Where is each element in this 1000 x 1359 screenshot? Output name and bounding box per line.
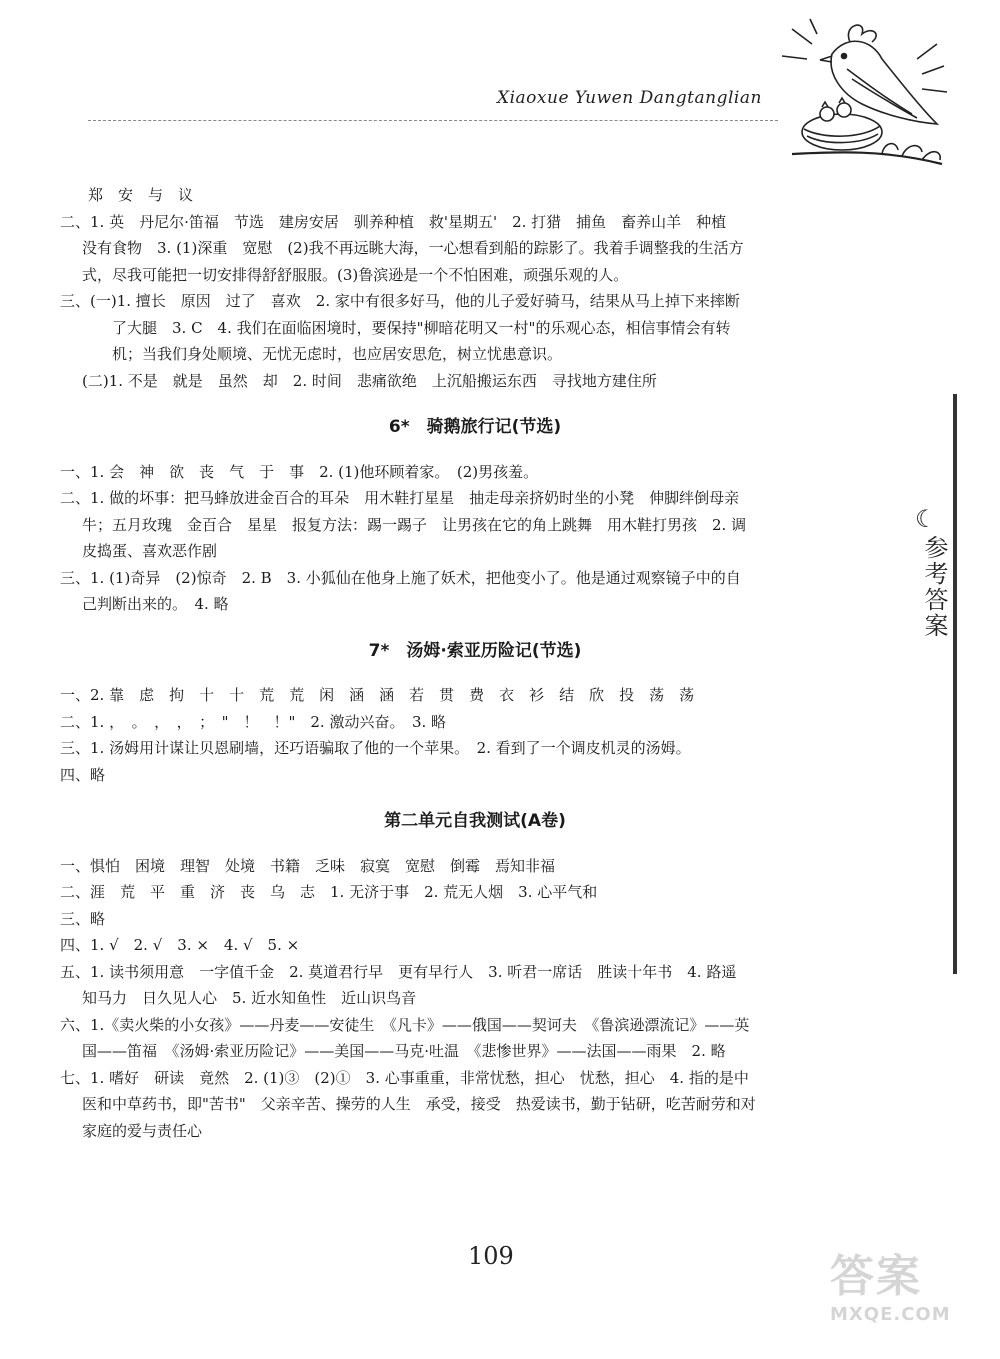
text-line: 一、2. 靠 虑 拘 十 十 荒 荒 闲 涵 涵 若 贯 费 衣 衫 结 欣 投 荡 荡 — [60, 686, 695, 704]
text-line: 四、1. √ 2. √ 3. × 4. √ 5. × — [60, 936, 300, 954]
header-divider — [88, 120, 778, 121]
text-line: 式，尽我可能把一切安排得舒舒服服。(3)鲁滨逊是一个不怕困难，顽强乐观的人。 — [82, 265, 629, 284]
section-title: 7* 汤姆·索亚历险记(节选) — [368, 640, 582, 661]
text-line: 机；当我们身处顺境、无忧无虑时，也应居安思危，树立忧患意识。 — [112, 345, 563, 363]
text-line: 六、1.《卖火柴的小女孩》——丹麦——安徒生 《凡卡》——俄国——契诃夫 《鲁滨逊漂流记》——英 — [60, 1015, 750, 1034]
text-line: 郑 安 与 议 — [88, 186, 194, 204]
text-line: 二、1. 做的坏事：把马蜂放进金百合的耳朵 用木鞋打星星 抽走母亲挤奶时坐的小凳 伸脚绊倒母亲 — [60, 489, 740, 507]
bird-nest-illustration — [772, 14, 952, 174]
text-line: 己判断出来的。 4. 略 — [82, 595, 229, 613]
text-line: 一、1. 会 神 欲 丧 气 于 事 2. (1)他环顾着家。 (2)男孩羞。 — [60, 462, 539, 481]
text-line: 医和中草药书，即"苦书" 父亲辛苦、操劳的人生 承受，接受 热爱读书，勤于钻研，吃苦耐劳和对 — [82, 1095, 756, 1113]
text-line: 三、略 — [60, 909, 106, 928]
text-line: 三、(一)1. 擅长 原因 过了 喜欢 2. 家中有很多好马，他的儿子爱好骑马，结果从马上掉下来摔断 — [60, 292, 740, 310]
top-block — [60, 182, 890, 394]
text-line: 一、惧怕 困境 理智 处境 书籍 乏味 寂寞 宽慰 倒霉 焉知非福 — [60, 856, 556, 875]
section-7-block — [60, 682, 890, 788]
text-line: 知马力 日久见人心 5. 近水知鱼性 近山识鸟音 — [82, 989, 417, 1007]
text-line: 七、1. 嗜好 研读 竟然 2. (1)③ (2)① 3. 心事重重，非常忧愁，担心 忧愁，担心 4. 指的是中 — [60, 1068, 749, 1087]
text-line: 牛；五月玫瑰 金百合 星星 报复方法：踢一踢子 让男孩在它的角上跳舞 用木鞋打男孩 2. 调 — [82, 515, 747, 534]
text-line: 二、涯 荒 平 重 济 丧 乌 志 1. 无济于事 2. 荒无人烟 3. 心平气和 — [60, 883, 598, 901]
answer-content — [60, 182, 890, 1144]
text-line: 三、1. 汤姆用计谋让贝恩刷墙，还巧语骗取了他的一个苹果。 2. 看到了一个调皮机灵的汤姆。 — [60, 739, 691, 757]
text-line: 二、1. ， 。 ， ， ； " ！ ！" 2. 激动兴奋。 3. 略 — [60, 712, 447, 731]
side-divider — [953, 394, 957, 974]
side-label: 参考答案 — [920, 535, 948, 639]
section-title: 第二单元自我测试(A卷) — [384, 811, 566, 831]
text-line: 五、1. 读书须用意 一字值千金 2. 莫道君行早 更有早行人 3. 听君一席话 胜读十年书 4. 路遥 — [60, 962, 737, 981]
text-line: 四、略 — [60, 765, 106, 784]
header-title: Xiaoxue Yuwen Dangtanglian — [497, 88, 762, 108]
watermark-logo: 答案 — [830, 1251, 922, 1302]
section-6-block — [60, 459, 890, 618]
text-line: 国——笛福 《汤姆·索亚历险记》——美国——马克·吐温 《悲惨世界》——法国——雨果 2. 略 — [82, 1042, 726, 1060]
unit-test-block — [60, 853, 890, 1145]
text-line: 家庭的爱与责任心 — [82, 1121, 203, 1140]
text-line: 没有食物 3. (1)深重 宽慰 (2)我不再远眺大海，一心想看到船的踪影了。我着手调整我的生活方 — [82, 239, 744, 257]
text-line: 了大腿 3. C 4. 我们在面临困境时，要保持"柳暗花明又一村"的乐观心态，相信事情会有转 — [112, 318, 731, 337]
watermark — [830, 1240, 990, 1350]
text-line: 二、1. 英 丹尼尔·笛福 节选 建房安居 驯养种植 救'星期五' 2. 打猎 捕鱼 畜养山羊 种植 — [60, 212, 727, 231]
page-number: 109 — [468, 1242, 514, 1270]
section-title: 6* 骑鹅旅行记(节选) — [388, 417, 562, 437]
text-line: 三、1. (1)奇异 (2)惊奇 2. B 3. 小狐仙在他身上施了妖术，把他变小了。他是通过观察镜子中的自 — [60, 568, 741, 587]
text-line: (二)1. 不是 就是 虽然 却 2. 时间 悲痛欲绝 上沉船搬运东西 寻找地方建住所 — [82, 371, 657, 390]
moon-icon: ☾ — [915, 505, 937, 533]
watermark-url: MXQE.COM — [830, 1304, 951, 1325]
text-line: 皮捣蛋、喜欢恶作剧 — [82, 542, 218, 560]
